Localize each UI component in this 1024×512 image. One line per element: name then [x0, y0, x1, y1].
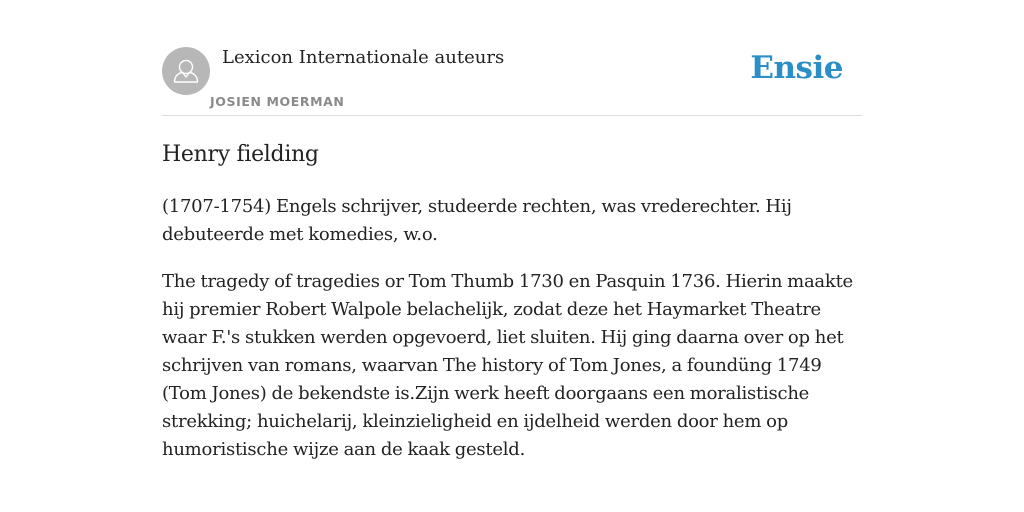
- brand-logo[interactable]: Ensie: [750, 50, 843, 86]
- article-title: Henry fielding: [162, 142, 319, 167]
- user-icon: [162, 47, 210, 95]
- avatar[interactable]: [162, 47, 210, 95]
- source-title[interactable]: Lexicon Internationale auteurs: [222, 47, 505, 68]
- article-paragraph: (1707-1754) Engels schrijver, studeerde rechten, was vrederechter. Hij debuteerde met komedies, w.o.: [162, 196, 792, 245]
- article-paragraph: The tragedy of tragedies or Tom Thumb 1730 en Pasquin 1736. Hierin maakte hij premier Robert Walpole belachelijk, zodat deze het Haymarket Theatre waar F.'s stukken werden opgevoerd, liet sluiten. Hij ging daarna over op het schrijven van romans, waarvan The history of Tom Jones, a foundüng 1749 (Tom Jones) de bekendste is.Zijn werk heeft doorgaans een moralistische strekking; huichelarij, kleinzieligheid en ijdelheid werden door hem op humoristische wijze aan de kaak gesteld.: [162, 271, 853, 460]
- article-header: [162, 44, 862, 116]
- article-card: [162, 44, 862, 464]
- author-name[interactable]: JOSIEN MOERMAN: [210, 94, 345, 109]
